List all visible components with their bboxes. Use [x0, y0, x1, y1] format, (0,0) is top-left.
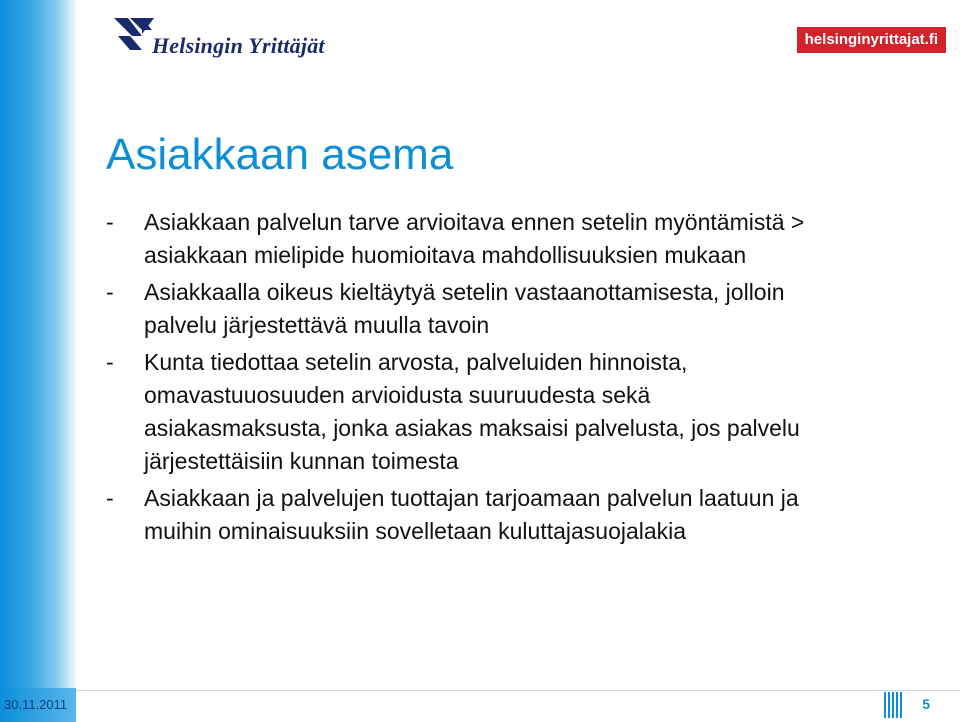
bullet-text: Asiakkaan palvelun tarve arvioitava ennen setelin myöntämistä > asiakkaan mielipide huomioitava mahdollisuuksien mukaan — [144, 209, 805, 268]
bullet-marker: - — [106, 349, 114, 375]
bullet-item — [106, 346, 826, 478]
side-gradient-band — [0, 0, 78, 690]
bullet-text: Asiakkaan ja palvelujen tuottajan tarjoamaan palvelun laatuun ja muihin ominaisuuksiin sovelletaan kuluttajasuojalakia — [144, 485, 799, 544]
footer-divider — [0, 690, 960, 691]
bullet-marker: - — [106, 485, 114, 511]
footer-decoration-icon — [884, 692, 910, 718]
bullet-text: Asiakkaalla oikeus kieltäytyä setelin vastaanottamisesta, jolloin palvelu järjestettävä muulla tavoin — [144, 279, 785, 338]
site-url-badge[interactable]: helsinginyrittajat.fi — [797, 27, 946, 53]
bullet-item — [106, 276, 826, 342]
page-number: 5 — [922, 696, 930, 712]
bullet-item — [106, 482, 826, 548]
bullet-list — [106, 206, 826, 552]
footer-date: 30.11.2011 — [0, 688, 76, 722]
bullet-text: Kunta tiedottaa setelin arvosta, palveluiden hinnoista, omavastuuosuuden arvioidusta suuruudesta sekä asiakasmaksusta, jonka asiakas maksaisi palvelusta, jos palvelu järjestettäisiin kunnan toimesta — [144, 349, 800, 474]
logo-text: Helsingin Yrittäjät — [152, 33, 325, 58]
helsingin-yrittajat-logo — [112, 16, 352, 56]
bullet-item — [106, 206, 826, 272]
logo-stripes-icon — [112, 16, 156, 52]
bullet-marker: - — [106, 209, 114, 235]
bullet-marker: - — [106, 279, 114, 305]
footer-bar — [0, 690, 960, 722]
slide-title: Asiakkaan asema — [106, 130, 454, 179]
